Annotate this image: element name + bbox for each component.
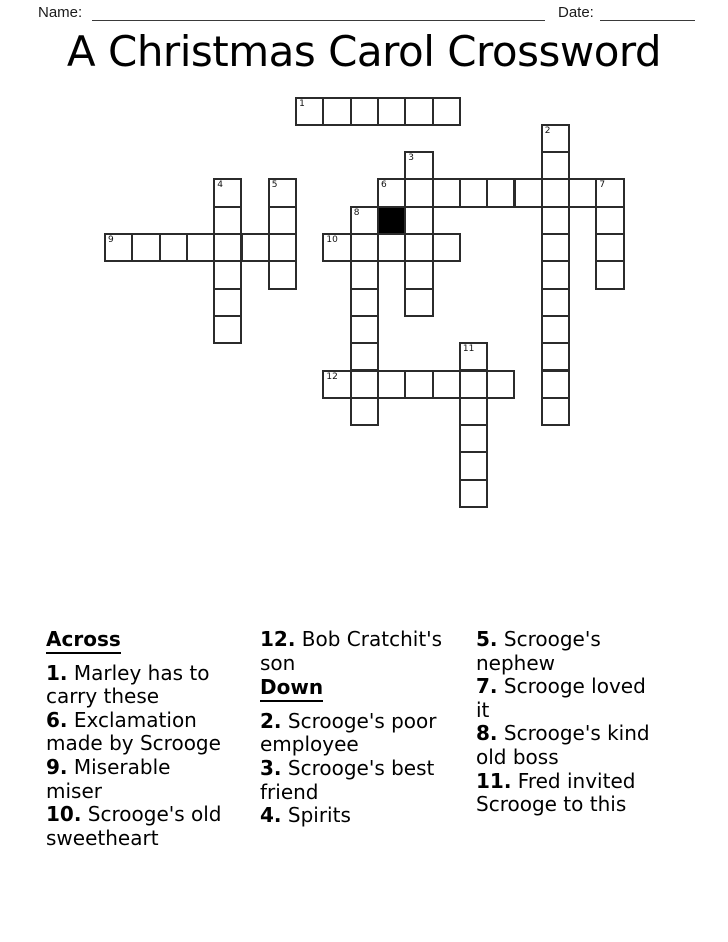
- grid-cell: [350, 315, 379, 344]
- clue-3: 3. Scrooge's best friend: [260, 755, 435, 804]
- clue-5: 5. Scrooge's nephew: [476, 627, 601, 675]
- page-title: A Christmas Carol Crossword: [66, 27, 662, 76]
- grid-cell: [459, 397, 488, 426]
- grid-cell: [350, 260, 379, 289]
- heading-text: Down: [260, 676, 323, 702]
- grid-cell: [213, 233, 242, 262]
- clue-6: 6. Exclamation made by Scrooge: [46, 707, 221, 756]
- clue-column-3: [476, 628, 658, 817]
- clue-number: 11.: [476, 768, 512, 793]
- clue-1: 1. Marley has to carry these: [46, 660, 210, 709]
- grid-cell: [404, 233, 433, 262]
- cell-number: 4: [217, 180, 223, 191]
- clue-number: 10.: [46, 802, 82, 827]
- grid-cell: [541, 288, 570, 317]
- cell-number: 2: [544, 125, 551, 136]
- grid-cell: [322, 97, 351, 126]
- clue-8: 8. Scrooge's kind old boss: [476, 721, 650, 769]
- clue-2: 2. Scrooge's poor employee: [260, 708, 437, 757]
- grid-cell: [213, 260, 242, 289]
- name-fill-line: [92, 5, 545, 21]
- grid-cell: [350, 206, 379, 235]
- grid-cell: [432, 97, 461, 126]
- down-heading: [260, 676, 455, 702]
- clue-7: 7. Scrooge loved it: [476, 674, 646, 722]
- grid-cell: [350, 370, 379, 399]
- clue-number: 7.: [476, 674, 498, 699]
- date-fill-line: [600, 5, 695, 21]
- grid-cell: [350, 342, 379, 371]
- grid-cell: [404, 370, 433, 399]
- grid-cell: [595, 233, 624, 262]
- cell-number: 9: [108, 235, 114, 245]
- grid-cell: [213, 288, 242, 317]
- cell-number: 12: [326, 371, 338, 382]
- crossword-grid: [104, 97, 625, 509]
- grid-cell: [486, 370, 515, 399]
- clue-number: 9.: [46, 754, 68, 779]
- cell-number: 10: [326, 235, 338, 245]
- grid-cell: [350, 97, 379, 126]
- grid-cell: [595, 178, 624, 207]
- grid-cell: [104, 233, 133, 262]
- grid-cell: [377, 97, 406, 126]
- grid-cell: [541, 233, 570, 262]
- grid-cell: [404, 97, 433, 126]
- grid-cell: [322, 370, 351, 399]
- grid-cell: [268, 260, 297, 289]
- grid-cell: [295, 97, 324, 126]
- grid-cell: [159, 233, 188, 262]
- clue-number: 4.: [260, 803, 282, 828]
- name-label: Name:: [38, 4, 83, 21]
- clue-11: 11. Fred invited Scrooge to this: [476, 768, 636, 817]
- clue-number: 8.: [476, 721, 498, 746]
- black-cell: [377, 206, 406, 235]
- clue-4: 4. Spirits: [260, 803, 351, 828]
- grid-cell: [459, 178, 488, 207]
- grid-cell: [241, 233, 270, 262]
- grid-cell: [268, 206, 297, 235]
- grid-cell: [541, 124, 570, 153]
- grid-cell: [377, 178, 406, 207]
- grid-cell: [213, 178, 242, 207]
- clue-number: 3.: [260, 755, 282, 780]
- grid-cell: [404, 260, 433, 289]
- grid-cell: [459, 424, 488, 453]
- grid-cell: [432, 370, 461, 399]
- grid-cell: [595, 206, 624, 235]
- grid-cell: [268, 178, 297, 207]
- clue-12: 12. Bob Cratchit's son: [260, 627, 443, 675]
- grid-cell: [350, 397, 379, 426]
- date-label: Date:: [558, 4, 594, 21]
- clue-number: 2.: [260, 708, 282, 733]
- grid-cell: [432, 178, 461, 207]
- clue-10: 10. Scrooge's old sweetheart: [46, 802, 222, 850]
- grid-cell: [268, 233, 297, 262]
- grid-cell: [541, 370, 570, 399]
- cell-number: 8: [353, 207, 360, 218]
- grid-cell: [350, 288, 379, 317]
- grid-cell: [404, 151, 433, 180]
- grid-cell: [541, 206, 570, 235]
- grid-cell: [404, 178, 433, 207]
- grid-cell: [350, 233, 379, 262]
- clue-9: 9. Miserable miser: [46, 754, 171, 803]
- cell-number: 11: [462, 344, 475, 355]
- cell-number: 5: [271, 180, 278, 191]
- grid-cell: [541, 397, 570, 426]
- grid-cell: [459, 451, 488, 480]
- grid-cell: [404, 206, 433, 235]
- clue-column-1: [46, 628, 226, 850]
- grid-cell: [595, 260, 624, 289]
- clue-number: 12.: [260, 627, 296, 651]
- heading-text: Across: [46, 628, 121, 654]
- grid-cell: [213, 206, 242, 235]
- grid-cell: [404, 288, 433, 317]
- cell-number: 6: [381, 180, 387, 191]
- clue-number: 1.: [46, 660, 68, 685]
- cell-number: 3: [408, 153, 415, 164]
- clue-column-2: [260, 628, 455, 828]
- grid-cell: [459, 479, 488, 508]
- grid-cell: [514, 178, 543, 207]
- clue-number: 5.: [476, 627, 498, 651]
- grid-cell: [377, 233, 406, 262]
- grid-cell: [459, 342, 488, 371]
- grid-cell: [377, 370, 406, 399]
- grid-cell: [322, 233, 351, 262]
- cell-number: 1: [299, 98, 305, 109]
- across-heading: [46, 628, 226, 654]
- grid-cell: [541, 315, 570, 344]
- grid-cell: [432, 233, 461, 262]
- grid-cell: [541, 260, 570, 289]
- grid-cell: [541, 342, 570, 371]
- grid-cell: [186, 233, 215, 262]
- grid-cell: [459, 370, 488, 399]
- grid-cell: [213, 315, 242, 344]
- grid-cell: [131, 233, 160, 262]
- grid-cell: [541, 178, 570, 207]
- grid-cell: [541, 151, 570, 180]
- grid-cell: [568, 178, 597, 207]
- grid-cell: [486, 178, 515, 207]
- cell-number: 7: [599, 180, 606, 191]
- clue-number: 6.: [46, 707, 68, 732]
